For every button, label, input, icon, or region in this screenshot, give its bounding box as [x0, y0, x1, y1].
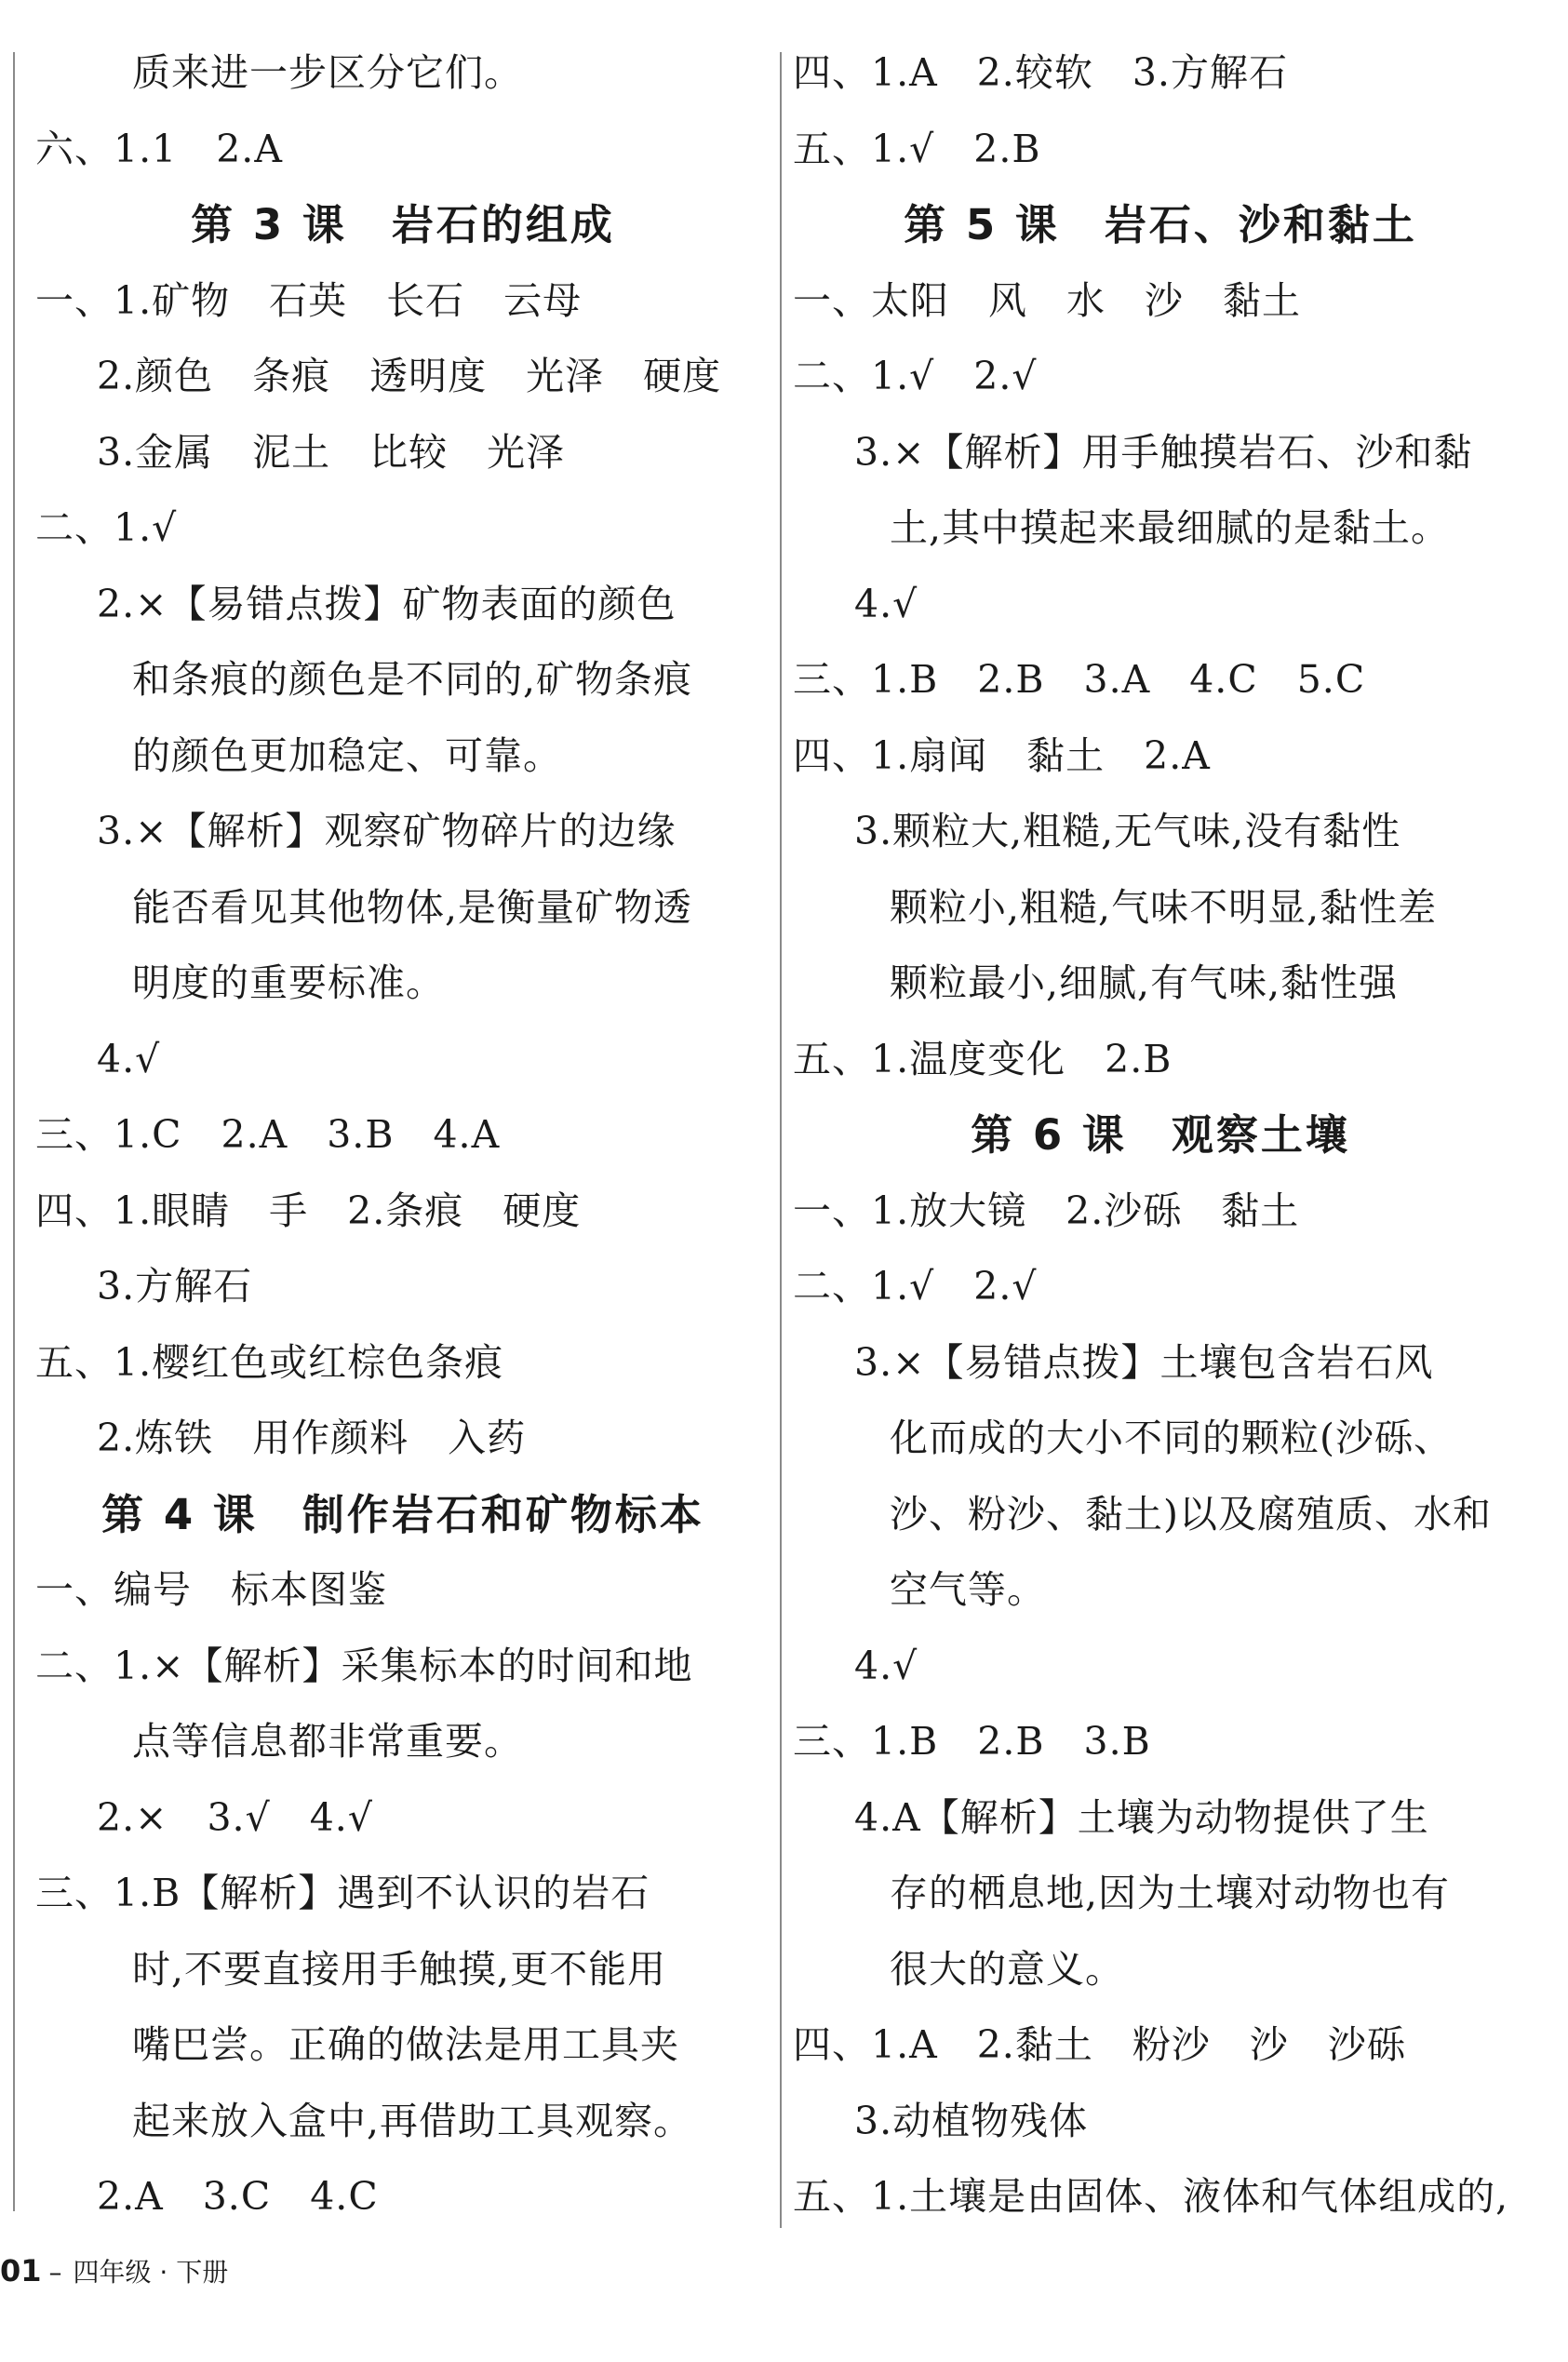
left-answer-line: 六、1.1 2.A [35, 126, 283, 171]
left-answer-line: 2.炼铁 用作颜料 入药 [97, 1416, 527, 1460]
left-lesson-heading: 第 3 课 岩石的组成 [191, 200, 615, 249]
left-answer-line: 4.√ [97, 1036, 161, 1081]
right-answer-line: 二、1.√ 2.√ [793, 354, 1038, 398]
right-lesson-heading: 第 6 课 观察土壤 [971, 1110, 1350, 1160]
right-answer-line: 五、1.温度变化 2.B [793, 1036, 1173, 1081]
left-column [35, 35, 771, 2235]
right-answer-line: 4.√ [854, 1643, 918, 1688]
right-answer-line: 4.√ [854, 581, 918, 626]
right-answer-line: 四、1.扇闻 黏土 2.A [793, 732, 1211, 778]
left-margin-rule [13, 52, 15, 2211]
right-answer-line: 土,其中摸起来最细腻的是黏土。 [890, 505, 1451, 550]
right-column [793, 35, 1528, 2235]
left-answer-line: 四、1.眼睛 手 2.条痕 硬度 [35, 1188, 582, 1233]
left-answer-line: 2.A 3.C 4.C [97, 2174, 379, 2219]
left-answer-line: 明度的重要标准。 [132, 960, 445, 1005]
right-answer-line: 4.A【解析】土壤为动物提供了生 [854, 1794, 1429, 1840]
left-answer-line: 3.方解石 [97, 1264, 253, 1308]
page-number: 01 [0, 2253, 42, 2288]
left-answer-line: 起来放入盒中,再借助工具观察。 [132, 2098, 693, 2143]
left-answer-line: 五、1.樱红色或红棕色条痕 [35, 1339, 504, 1385]
right-answer-line: 三、1.B 2.B 3.A 4.C 5.C [793, 657, 1366, 702]
column-divider [780, 52, 782, 2228]
left-answer-line: 质来进一步区分它们。 [132, 50, 523, 95]
left-answer-line: 嘴巴尝。正确的做法是用工具夹 [132, 2022, 679, 2067]
right-answer-line: 一、太阳 风 水 沙 黏土 [793, 277, 1301, 323]
right-answer-line: 3.动植物残体 [854, 2098, 1089, 2143]
left-answer-line: 能否看见其他物体,是衡量矿物透 [132, 884, 693, 930]
left-answer-line: 一、1.矿物 石英 长石 云母 [35, 277, 583, 323]
left-answer-line: 3.×【解析】观察矿物碎片的边缘 [97, 809, 677, 853]
left-answer-line: 三、1.C 2.A 3.B 4.A [35, 1112, 501, 1157]
left-answer-line: 3.金属 泥土 比较 光泽 [97, 429, 566, 475]
left-lesson-heading: 第 4 课 制作岩石和矿物标本 [101, 1489, 704, 1539]
right-answer-line: 很大的意义。 [890, 1946, 1124, 1992]
left-answer-line: 二、1.√ [35, 505, 178, 550]
right-lesson-heading: 第 5 课 岩石、沙和黏土 [904, 200, 1417, 249]
left-answer-line: 2.×【易错点拨】矿物表面的颜色 [97, 581, 677, 626]
left-answer-line: 三、1.B【解析】遇到不认识的岩石 [35, 1871, 650, 1915]
page-footer [0, 2243, 228, 2299]
left-answer-line: 2.颜色 条痕 透明度 光泽 硬度 [97, 354, 722, 398]
left-answer-line: 和条痕的颜色是不同的,矿物条痕 [132, 657, 693, 702]
left-answer-line: 2.× 3.√ 4.√ [97, 1794, 373, 1840]
right-answer-line: 一、1.放大镜 2.沙砾 黏土 [793, 1188, 1300, 1233]
left-answer-line: 一、编号 标本图鉴 [35, 1567, 387, 1612]
right-answer-line: 五、1.√ 2.B [793, 126, 1041, 171]
left-answer-line: 点等信息都非常重要。 [132, 1719, 523, 1764]
right-answer-line: 颗粒小,粗糙,气味不明显,黏性差 [890, 884, 1438, 930]
left-answer-line: 的颜色更加稳定、可靠。 [132, 732, 562, 778]
right-answer-line: 颗粒最小,细腻,有气味,黏性强 [890, 960, 1399, 1005]
right-answer-line: 3.×【易错点拨】土壤包含岩石风 [854, 1339, 1434, 1385]
right-answer-line: 二、1.√ 2.√ [793, 1264, 1038, 1308]
right-answer-line: 存的栖息地,因为土壤对动物也有 [890, 1871, 1451, 1915]
right-answer-line: 五、1.土壤是由固体、液体和气体组成的, [793, 2174, 1509, 2219]
left-answer-line: 时,不要直接用手触摸,更不能用 [132, 1946, 667, 1992]
right-answer-line: 3.×【解析】用手触摸岩石、沙和黏 [854, 429, 1473, 475]
left-answer-line: 二、1.×【解析】采集标本的时间和地 [35, 1643, 693, 1688]
footer-dash: – [48, 2257, 62, 2288]
right-answer-line: 空气等。 [890, 1567, 1046, 1612]
right-answer-line: 3.颗粒大,粗糙,无气味,没有黏性 [854, 809, 1401, 853]
right-answer-line: 三、1.B 2.B 3.B [793, 1719, 1151, 1764]
right-answer-line: 化而成的大小不同的颗粒(沙砾、 [890, 1416, 1453, 1460]
right-answer-line: 四、1.A 2.较软 3.方解石 [793, 50, 1288, 95]
grade-label: 四年级 · 下册 [73, 2257, 229, 2288]
right-answer-line: 四、1.A 2.黏土 粉沙 沙 沙砾 [793, 2022, 1406, 2067]
right-answer-line: 沙、粉沙、黏土)以及腐殖质、水和 [890, 1491, 1492, 1537]
